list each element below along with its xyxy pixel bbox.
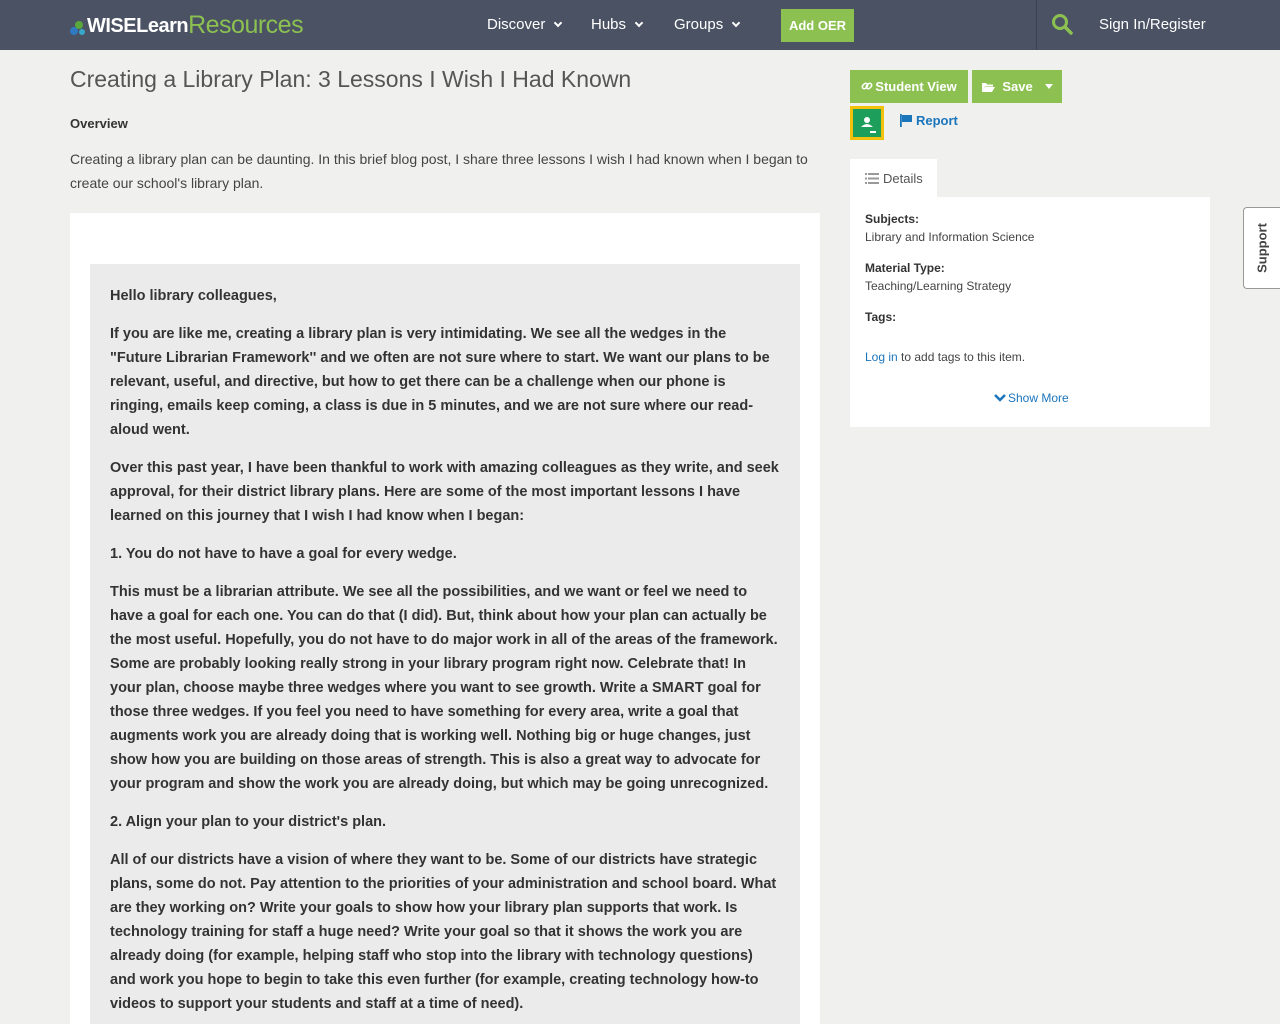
tags-login-prompt [865,350,1025,364]
overview-text: Creating a library plan can be daunting. In this brief blog post, I share three lessons I wish I had known when I began to create our school's library plan. [70,151,808,191]
login-link[interactable]: Log in [865,350,898,364]
google-classroom-icon [853,109,881,137]
logo-resources-text: Resources [188,11,304,39]
nav-discover[interactable] [487,0,561,50]
wiselearn-logo[interactable] [70,11,303,39]
material-type-label: Material Type: [865,261,945,275]
save-label: Save [1002,79,1033,94]
nav-hubs-label: Hubs [591,16,627,33]
list-icon [865,173,879,184]
subjects-value: Library and Information Science [865,230,1035,244]
report-label: Report [916,113,958,128]
google-classroom-share-button[interactable] [850,106,884,140]
top-navbar [0,0,1280,50]
blog-paragraph: Over this past year, I have been thankful to work with amazing colleagues as they write, and seek approval, for their district library plans. Here are some of the most important lessons I have learned on this journey that I wish I had know when I began: [110,460,779,524]
subjects-label: Subjects: [865,212,920,226]
show-more-button[interactable] [994,391,1069,405]
tab-details-label: Details [883,170,923,186]
tags-login-suffix: to add tags to this item. [897,350,1026,364]
caret-down-icon [1045,84,1053,89]
blog-paragraph: If you are like me, creating a library plan is very intimidating. We see all the wedges in the "Future Librarian Framework'' and we often are not sure where to start. We want our plans to be relevant, useful, and directive, but how to get there can be a challenge when our phone is ringing, emails keep coming, a class is due in 5 minutes, and we are not sure where our read-aloud went. [110,326,770,438]
student-view-label: Student View [875,79,957,94]
support-tab[interactable] [1243,207,1280,289]
student-view-button[interactable] [850,70,968,103]
folder-open-icon [981,81,996,93]
material-type-value: Teaching/Learning Strategy [865,279,1012,293]
tags-label: Tags: [865,310,897,324]
show-more-label: Show More [1008,391,1069,405]
nav-groups[interactable] [674,0,739,50]
sign-in-register-link[interactable]: Sign In/Register [1099,16,1206,33]
blog-content [90,264,800,1024]
page-title: Creating a Library Plan: 3 Lessons I Wish I Had Known [70,66,632,92]
chevron-down-icon [554,19,562,27]
flag-icon [899,114,913,127]
logo-wise-text: WISELearn [87,15,189,37]
nav-hubs[interactable] [591,0,642,50]
report-link[interactable] [899,113,958,128]
chevron-down-icon [732,19,740,27]
save-button[interactable] [972,70,1062,103]
support-label: Support [1254,223,1270,273]
add-oer-button[interactable]: Add OER [781,9,854,42]
blog-paragraph: 2. Align your plan to your district's plan. [110,814,387,830]
header-divider [1036,0,1037,50]
nav-discover-label: Discover [487,16,546,33]
blog-paragraph: All of our districts have a vision of where they want to be. Some of our districts have strategic plans, some do not. Pay attention to the priorities of your administration and school board. What are they working on? Write your goals to show how your library plan supports that work. Is technology training for staff a huge need? Write your goal so that it shows the work you are already doing (for example, helping staff who stop into the library with technology questions) and work you hope to begin to take this even further (for example, creating technology how-to videos to support your students and staff at a time of need). [110,852,777,1012]
link-icon [861,80,873,92]
blog-paragraph: This must be a librarian attribute. We see all the possibilities, and we want or feel we need to have a goal for each one. You can do that (I did). But, think about how your plan can actually be the most useful. Hopefully, you do not have to do major work in all of the areas of the framework. Some are probably looking really strong in your library program right now. Celebrate that! In your plan, choose maybe three wedges where you want to see growth. Write a SMART goal for those three wedges. If you feel you need to have something for every area, write a goal that augments work you are already doing that is working well. Nothing big or huge changes, just show how you are building on those areas of strength. This is also a great way to advocate for your program and show the work you are already doing, but which may be going unrecognized. [110,584,778,792]
chevron-down-icon [994,393,1006,403]
chevron-down-icon [635,19,643,27]
blog-paragraph: 1. You do not have to have a goal for every wedge. [110,546,457,562]
search-icon[interactable] [1051,13,1073,35]
blog-paragraph: Hello library colleagues, [110,288,277,304]
nav-groups-label: Groups [674,16,724,33]
logo-mark-icon [70,19,86,35]
tab-details[interactable] [850,159,937,197]
overview-label: Overview [70,116,128,131]
